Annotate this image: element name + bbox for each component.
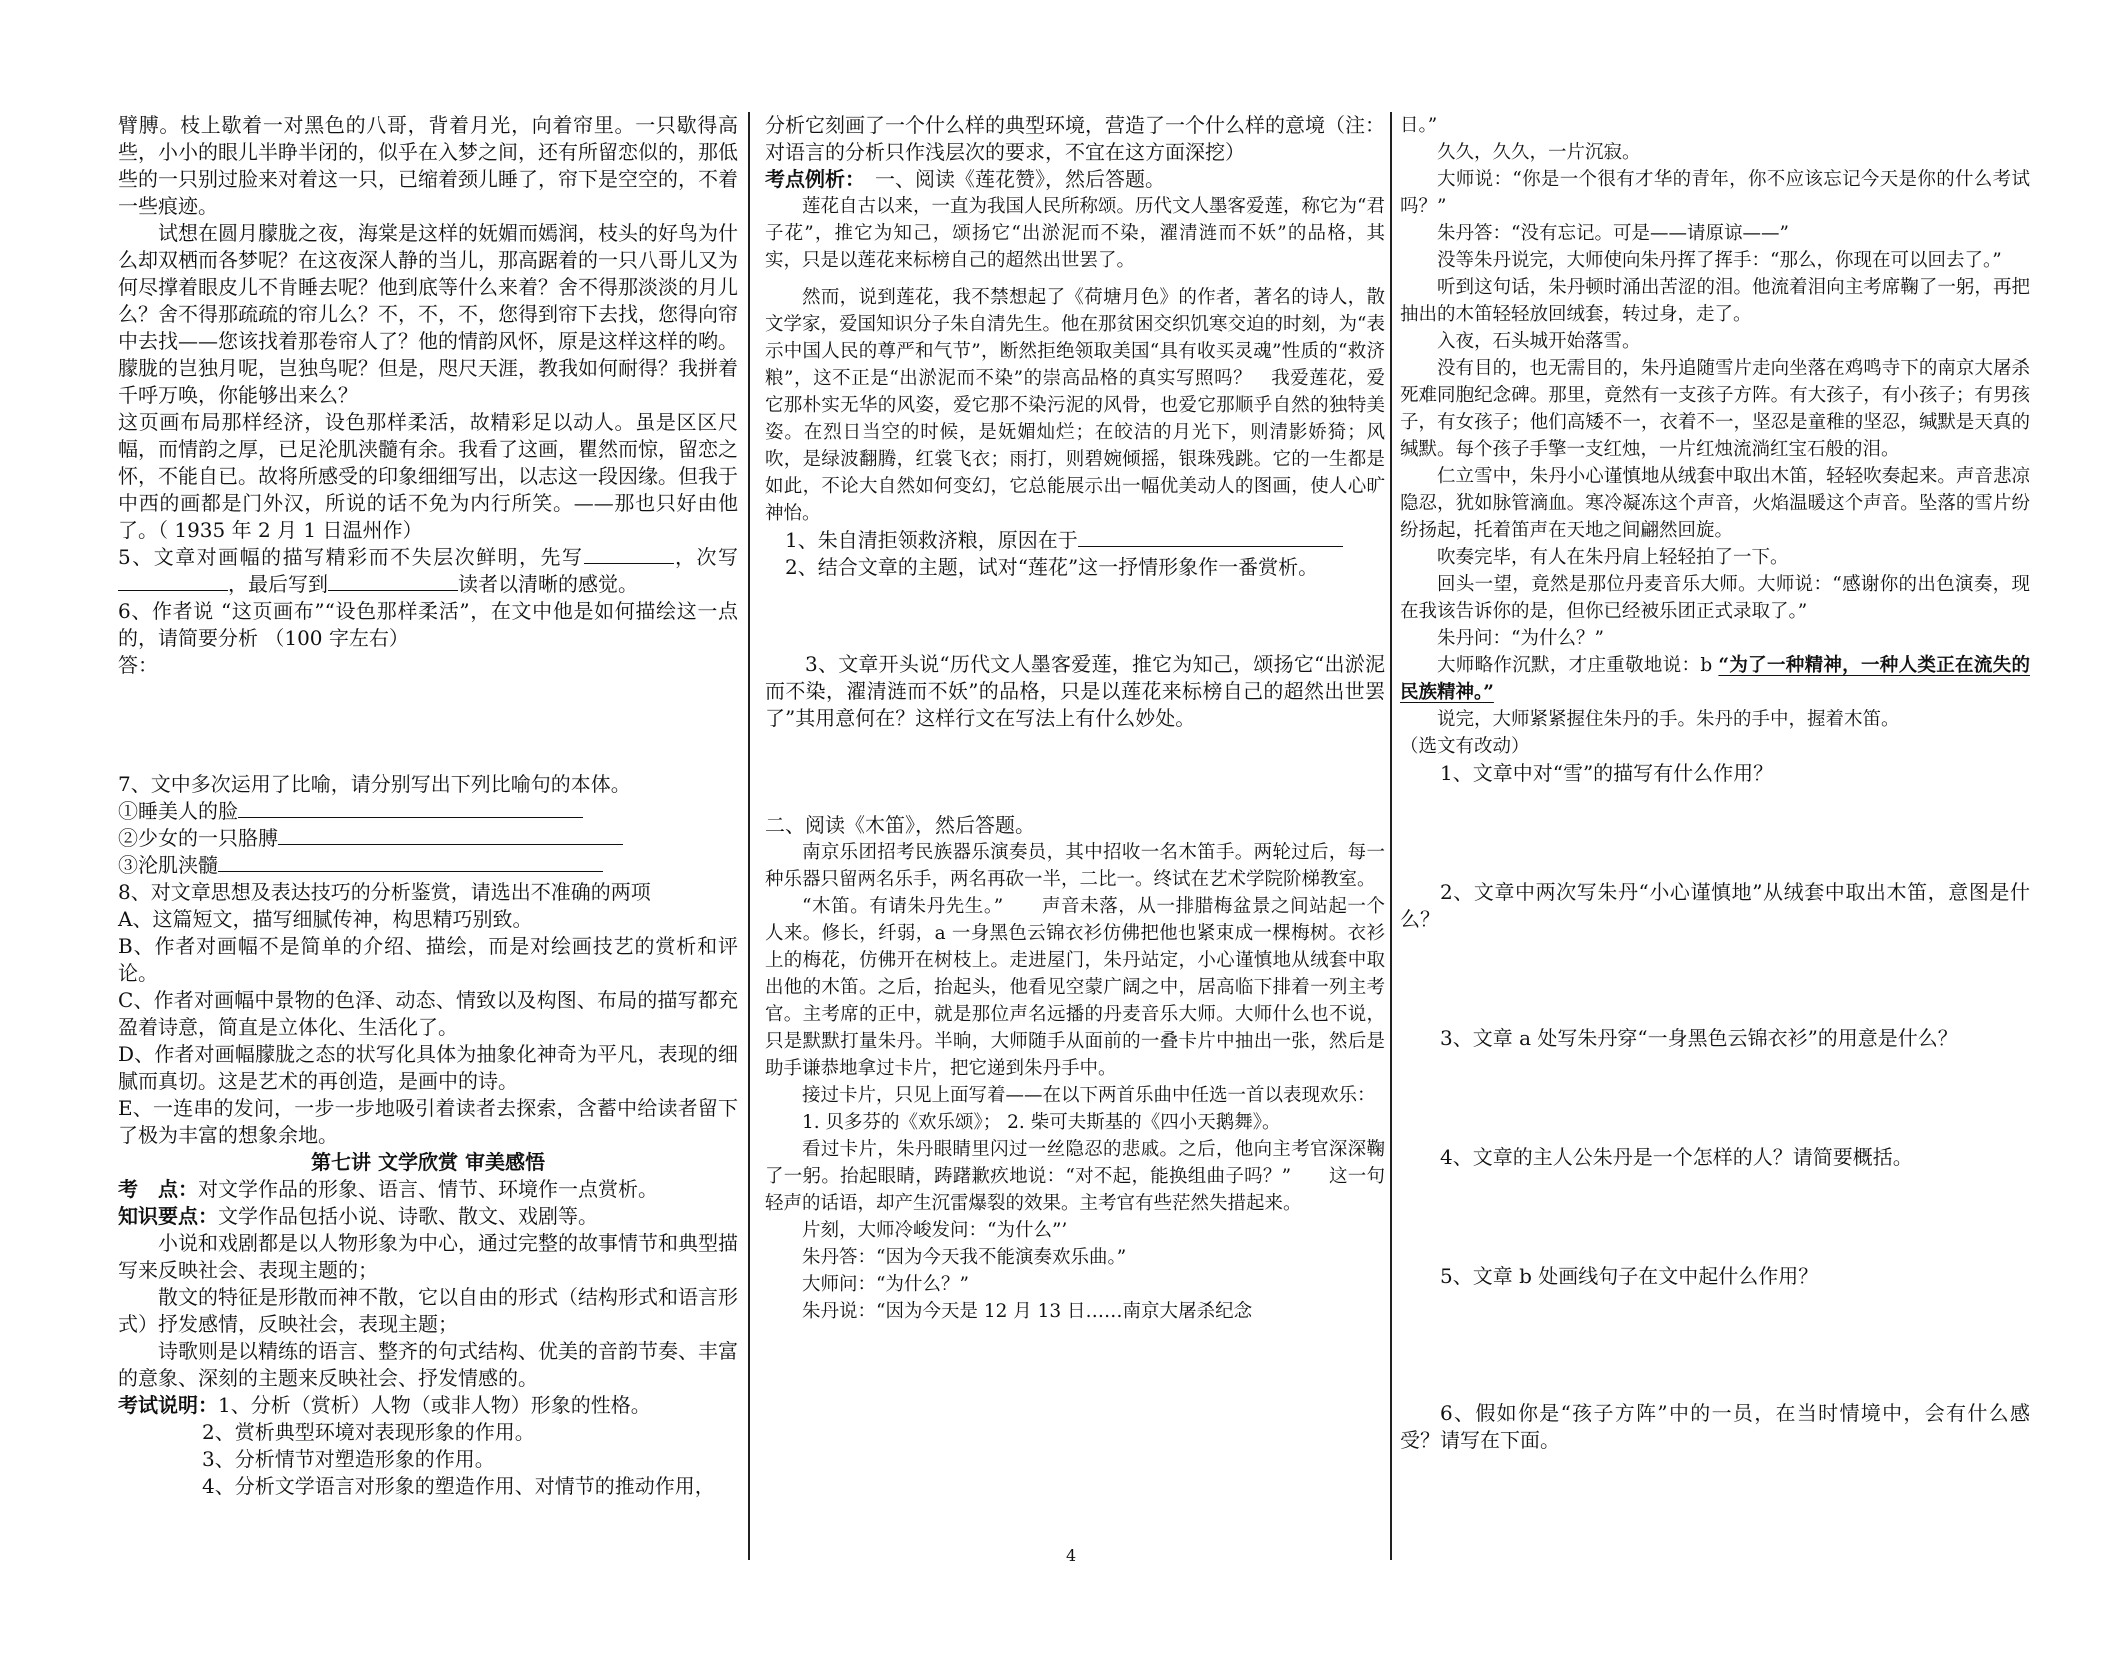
- mudi-question-2: 2、文章中两次写朱丹“小心谨慎地”从绒套中取出木笛，意图是什么？: [1400, 880, 2030, 931]
- passage-paragraph: 没有目的，也无需目的，朱丹追随雪片走向坐落在鸡鸣寺下的南京大屠杀死难同胞纪念碑。那里，竟然有一支孩子方阵。有大孩子，有小孩子；有男孩子，有女孩子；他们高矮不一，衣着不一，坚忍是童稚的坚忍，缄默是天真的缄默。每个孩子手擎一支红烛，一片红烛流淌红宝石般的泪。: [1400, 358, 2030, 460]
- question-8: 8、对文章思想及表达技巧的分析鉴赏，请选出不准确的两项: [118, 880, 651, 904]
- passage-paragraph: 看过卡片，朱丹眼睛里闪过一丝隐忍的悲戚。之后，他向主考官深深鞠了一躬。抬起眼睛，踌躇歉疚地说：“对不起，能换组曲子吗？” 这一句轻声的话语，却产生沉雷爆裂的效果。主考官有些茫然失措起来。: [765, 1139, 1385, 1214]
- exam-note-item: 2、赏析典型环境对表现形象的作用。: [202, 1420, 535, 1444]
- passage-paragraph: 朱丹说：“因为今天是 12 月 13 日……南京大屠杀纪念: [802, 1301, 1253, 1322]
- column-left: [118, 112, 738, 1500]
- answer-space[interactable]: [765, 581, 1385, 651]
- question-7: 7、文中多次运用了比喻，请分别写出下列比喻句的本体。: [118, 772, 631, 796]
- passage-paragraph: 久久，久久，一片沉寂。: [1437, 142, 1641, 163]
- answer-blank[interactable]: [118, 572, 228, 591]
- passage-paragraph: 接过卡片，只见上面写着——在以下两首乐曲中任选一首以表现欢乐：: [802, 1085, 1376, 1106]
- lotus-question-1: 1、朱自清拒领救济粮，原因在于: [765, 527, 1385, 554]
- kaodian: 考 点：对文学作品的形象、语言、情节、环境作一点赏析。: [118, 1177, 658, 1201]
- passage-paragraph: “木笛。有请朱丹先生。” 声音未落，从一排腊梅盆景之间站起一个人来。修长，纤弱，a 一身黑色云锦衣衫仿佛把他也紧束成一棵梅树。衣衫上的梅花，仿佛开在树枝上。走进屋门，朱丹站定，小心谨慎地从绒套中取出他的木笛。之后，抬起头，他看见空蒙广阔之中，居高临下排着一列主考官。主考席的正中，就是那位声名远播的丹麦音乐大师。大师什么也不说，只是默默打量朱丹。半晌，大师随手从面前的一叠卡片中抽出一张，然后是助手谦恭地拿过卡片，把它递到朱丹手中。: [765, 896, 1385, 1079]
- knowledge-paragraph: 诗歌则是以精练的语言、整齐的句式结构、优美的音韵节奏、丰富的意象、深刻的主题来反映社会、抒发情感的。: [118, 1339, 738, 1390]
- lotus-question-2: 2、结合文章的主题，试对“莲花”这一抒情形象作一番赏析。: [785, 555, 1319, 579]
- passage-paragraph: 日。”: [1400, 115, 1438, 136]
- passage-paragraph: 说完，大师紧紧握住朱丹的手。朱丹的手中，握着木笛。: [1437, 709, 1900, 730]
- passage-paragraph: 莲花自古以来，一直为我国人民所称颂。历代文人墨客爱莲，称它为“君子花”，推它为知己，颂扬它“出淤泥而不染，濯清涟而不妖”的品格，其实，只是以莲花来标榜自己的超然出世罢了。: [765, 196, 1385, 271]
- passage-paragraph: 朱丹问：“为什么？”: [1437, 628, 1604, 649]
- answer-space[interactable]: [1400, 933, 2030, 1025]
- column-right: [1400, 112, 2030, 1454]
- answer-blank[interactable]: [238, 799, 583, 818]
- intro-paragraph: 分析它刻画了一个什么样的典型环境，营造了一个什么样的意境（注：对语言的分析只作浅层次的要求，不宜在这方面深挖）: [765, 113, 1385, 164]
- passage-paragraph: 大师略作沉默，才庄重敬地说：b “为了一种精神，一种人类正在流失的民族精神。”: [1400, 655, 2030, 703]
- option-e: E、一连串的发问，一步一步地吸引着读者去探索，含蓄中给读者留下了极为丰富的想象余地。: [118, 1096, 738, 1147]
- passage-paragraph: 吹奏完毕，有人在朱丹肩上轻轻拍了一下。: [1437, 547, 1789, 568]
- option-d: D、作者对画幅朦胧之态的状写化具体为抽象化神奇为平凡，表现的细腻而真切。这是艺术的再创造，是画中的诗。: [118, 1042, 738, 1093]
- reading-2-heading: 二、阅读《木笛》，然后答题。: [765, 813, 1035, 837]
- answer-blank[interactable]: [584, 545, 674, 564]
- mudi-question-3: 3、文章 a 处写朱丹穿“一身黑色云锦衣衫”的用意是什么？: [1440, 1026, 1958, 1050]
- lotus-question-3: 3、文章开头说“历代文人墨客爱莲，推它为知己，颂扬它“出淤泥而不染，濯清涟而不妖”的品格，只是以莲花来标榜自己的超然出世罢了”其用意何在？这样行文在写法上有什么妙处。: [765, 652, 1385, 730]
- passage-paragraph: 朱丹答：“没有忘记。可是——请原谅——”: [1437, 223, 1789, 244]
- option-c: C、作者对画幅中景物的色泽、动态、情致以及构图、布局的描写都充盈着诗意，简直是立体化、生活化了。: [118, 988, 738, 1039]
- source-note: （选文有改动）: [1400, 736, 1530, 757]
- passage-paragraph: 然而，说到莲花，我不禁想起了《荷塘月色》的作者，著名的诗人，散文学家，爱国知识分子朱自清先生。他在那贫困交织饥寒交迫的时刻，为“表示中国人民的尊严和气节”，断然拒绝领取美国“具有收买灵魂”性质的“救济粮”，这不正是“出淤泥而不染”的崇高品格的真实写照吗？ 我爱莲花，爱它那朴实无华的风姿，爱它那不染污泥的风骨，也爱它那顺乎自然的独特美姿。在烈日当空的时候，是妩媚灿烂；在皎洁的月光下，则清影娇猗；风吹，是绿波翻腾，红裳飞衣；雨打，则碧婉倾摇，银珠残跳。它的一生都是如此，不论大自然如何变幻，它总能展示出一幅优美动人的图画，使人心旷神怡。: [765, 287, 1385, 524]
- passage-paragraph: 听到这句话，朱丹顿时涌出苦涩的泪。他流着泪向主考席鞠了一躬，再把抽出的木笛轻轻放回绒套，转过身，走了。: [1400, 277, 2030, 325]
- question-7-item: ①睡美人的脸: [118, 798, 738, 825]
- answer-blank[interactable]: [1078, 528, 1343, 547]
- question-7-item: ③沦肌浃髓: [118, 852, 738, 879]
- knowledge-paragraph: 散文的特征是形散而神不散，它以自由的形式（结构形式和语言形式）抒发感情，反映社会，表现主题；: [118, 1285, 738, 1336]
- knowledge-points: 知识要点：文学作品包括小说、诗歌、散文、戏剧等。: [118, 1204, 598, 1228]
- exam-notes: 考试说明：1、分析（赏析）人物（或非人物）形象的性格。: [118, 1393, 651, 1417]
- underlined-sentence-b: “为了一种精神，一种人类正在流失的民族精神。”: [1400, 655, 2030, 703]
- exam-note-item: 4、分析文学语言对形象的塑造作用、对情节的推动作用，: [202, 1474, 715, 1498]
- question-7-item: ②少女的一只胳膊: [118, 825, 738, 852]
- example-heading: 考点例析： 一、阅读《莲花赞》，然后答题。: [765, 167, 1165, 191]
- answer-space[interactable]: [1400, 1052, 2030, 1144]
- mudi-question-5: 5、文章 b 处画线句子在文中起什么作用？: [1440, 1264, 1819, 1288]
- passage-paragraph: 仁立雪中，朱丹小心谨慎地从绒套中取出木笛，轻轻吹奏起来。声音悲凉隐忍，犹如脉管滴血。寒冷凝冻这个声音，火焰温暖这个声音。坠落的雪片纷纷扬起，托着笛声在天地之间翩然回旋。: [1400, 466, 2030, 541]
- passage-paragraph: 大师说：“你是一个很有才华的青年，你不应该忘记今天是你的什么考试吗？”: [1400, 169, 2030, 217]
- question-5: 5、文章对画幅的描写精彩而不失层次鲜明，先写 ，次写，最后写到 读者以清晰的感觉。: [118, 545, 739, 596]
- page-number: 4: [1066, 1546, 1077, 1565]
- lecture-title: 第七讲 文学欣赏 审美感悟: [311, 1150, 545, 1174]
- answer-blank[interactable]: [278, 826, 623, 845]
- option-a: A、这篇短文，描写细腻传神，构思精巧别致。: [118, 907, 533, 931]
- answer-space[interactable]: [765, 732, 1385, 812]
- mudi-question-1: 1、文章中对“雪”的描写有什么作用？: [1440, 761, 1774, 785]
- answer-blank[interactable]: [218, 853, 603, 872]
- essay-paragraph: 臂膊。枝上歇着一对黑色的八哥，背着月光，向着帘里。一只歇得高些，小小的眼儿半睁半闭的，似乎在入梦之间，还有所留恋似的，那低些的一只别过脸来对着这一只，已缩着颈儿睡了，帘下是空空的，不着一些痕迹。: [118, 113, 738, 218]
- passage-paragraph: 入夜，石头城开始落雪。: [1437, 331, 1641, 352]
- answer-space[interactable]: [118, 679, 738, 771]
- answer-blank[interactable]: [328, 572, 458, 591]
- passage-paragraph: 片刻，大师冷峻发问：“为什么”’: [802, 1220, 1068, 1241]
- column-divider-left: [748, 112, 750, 1560]
- mudi-question-6: 6、假如你是“孩子方阵”中的一员，在当时情境中，会有什么感受？请写在下面。: [1400, 1401, 2030, 1452]
- answer-label: 答：: [118, 653, 158, 677]
- answer-space[interactable]: [1400, 787, 2030, 879]
- question-6: 6、作者说 “这页画布”“设色那样柔活”，在文中他是如何描绘这一点的，请简要分析 （100 字左右）: [118, 599, 738, 650]
- essay-paragraph: 这页画布局那样经济，设色那样柔活，故精彩足以动人。虽是区区尺幅，而情韵之厚，已足沦肌浃髓有余。我看了这画，瞿然而惊，留恋之怀，不能自已。故将所感受的印象细细写出，以志这一段因缘。但我于中西的画都是门外汉，所说的话不免为内行所笑。——那也只好由他了。（ 1935 年 2 月 1 日温州作）: [118, 410, 738, 542]
- column-divider-right: [1390, 112, 1392, 1560]
- option-b: B、作者对画幅不是简单的介绍、描绘，而是对绘画技艺的赏析和评论。: [118, 934, 738, 985]
- passage-paragraph: 回头一望，竟然是那位丹麦音乐大师。大师说：“感谢你的出色演奏，现在我该告诉你的是，但你已经被乐团正式录取了。”: [1400, 574, 2030, 622]
- passage-paragraph: 大师问：“为什么？”: [802, 1274, 969, 1295]
- essay-paragraph: 试想在圆月朦胧之夜，海棠是这样的妩媚而嫣润，枝头的好鸟为什么却双栖而各梦呢？在这夜深人静的当儿，那高踞着的一只八哥儿又为何尽撑着眼皮儿不肯睡去呢？他到底等什么来着？舍不得那淡淡的月儿么？舍不得那疏疏的帘儿么？不，不，不，您得到帘下去找，您得向帘中去找——您该找着那卷帘人了？他的情韵风怀，原是这样这样的哟。朦胧的岂独月呢，岂独鸟呢？但是，咫尺天涯，教我如何耐得？我拼着千呼万唤，你能够出来么？: [118, 221, 738, 407]
- passage-paragraph: 南京乐团招考民族器乐演奏员，其中招收一名木笛手。两轮过后，每一种乐器只留两名乐手，两名再砍一半，二比一。终试在艺术学院阶梯教室。: [765, 842, 1385, 890]
- column-middle: [765, 112, 1385, 1325]
- mudi-question-4: 4、文章的主人公朱丹是一个怎样的人？请简要概括。: [1440, 1145, 1913, 1169]
- knowledge-paragraph: 小说和戏剧都是以人物形象为中心，通过完整的故事情节和典型描写来反映社会、表现主题的；: [118, 1231, 738, 1282]
- passage-paragraph: 没等朱丹说完，大师使向朱丹挥了挥手：“那么，你现在可以回去了。”: [1437, 250, 2002, 271]
- answer-space[interactable]: [1400, 1171, 2030, 1263]
- exam-note-item: 3、分析情节对塑造形象的作用。: [202, 1447, 495, 1471]
- answer-space[interactable]: [1400, 1290, 2030, 1400]
- passage-paragraph: 朱丹答：“因为今天我不能演奏欢乐曲。”: [802, 1247, 1127, 1268]
- passage-paragraph: 1. 贝多芬的《欢乐颂》； 2. 柴可夫斯基的《四小天鹅舞》。: [802, 1112, 1281, 1133]
